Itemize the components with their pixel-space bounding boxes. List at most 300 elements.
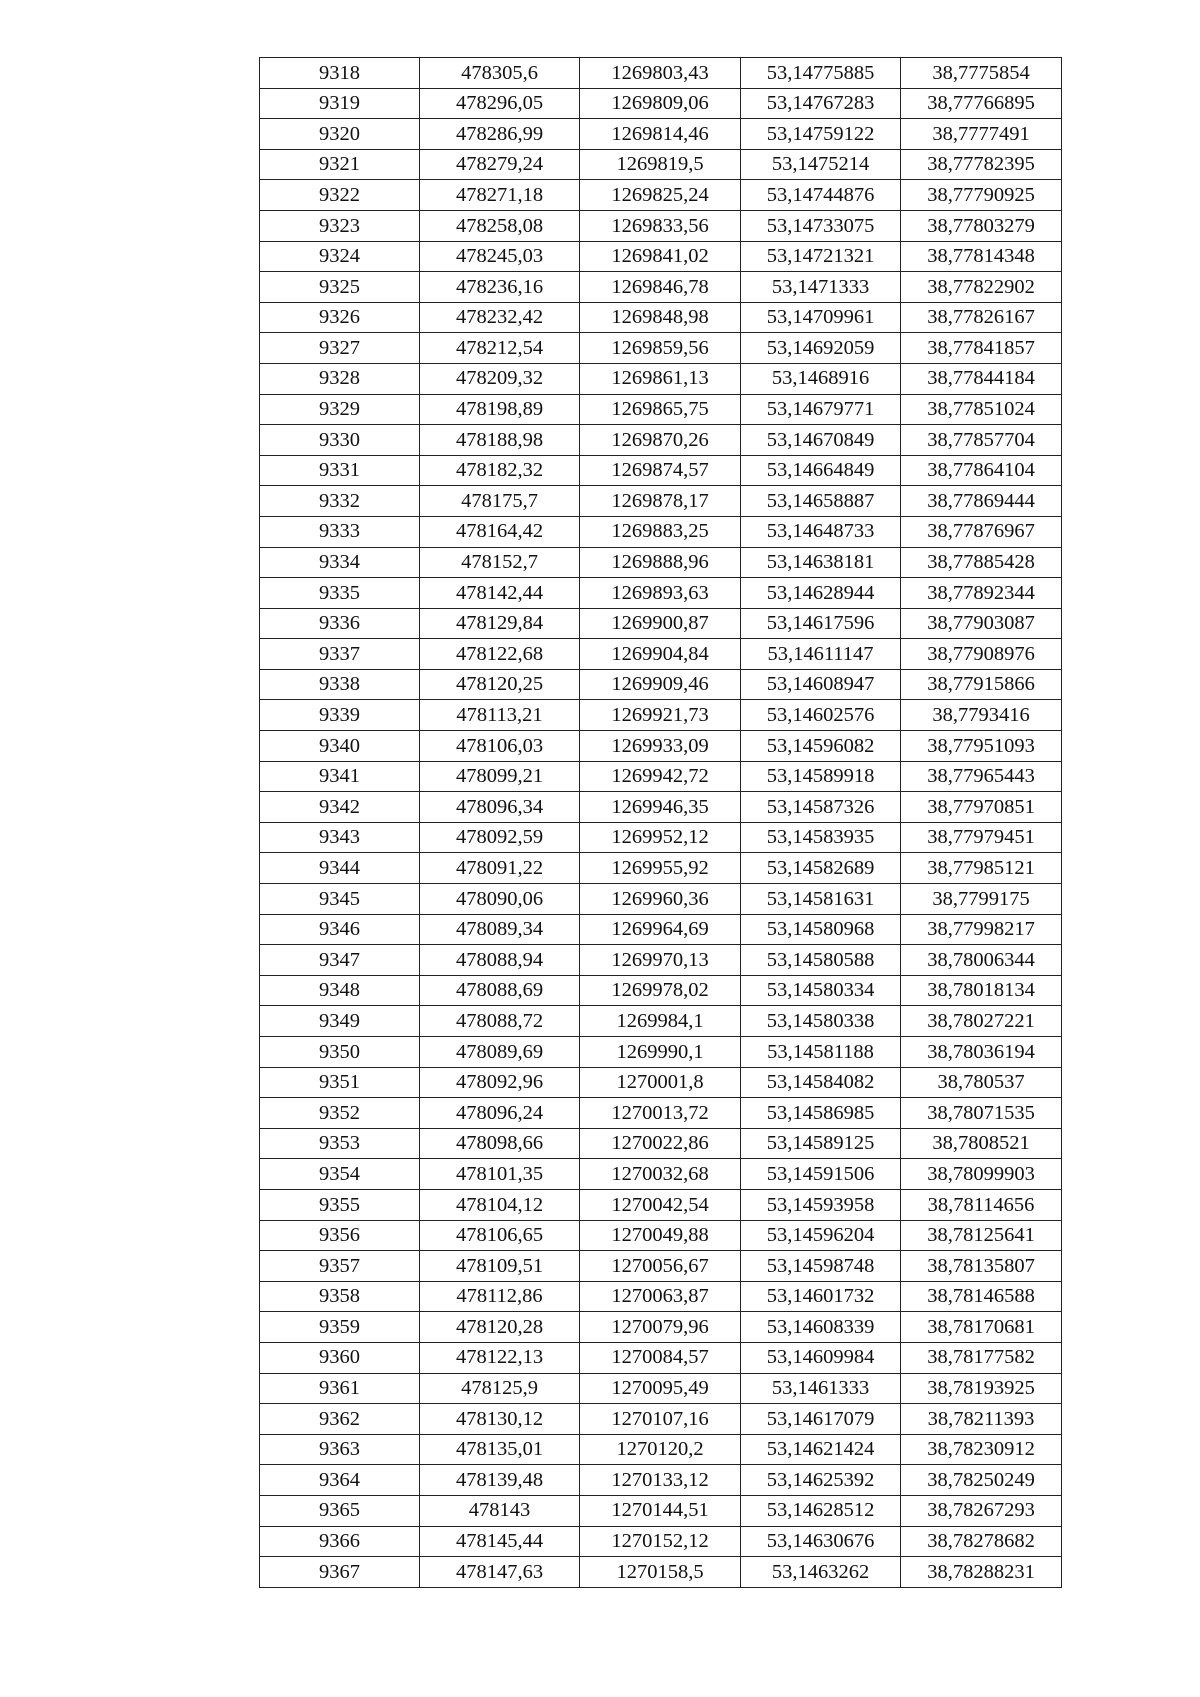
table-row — [260, 455, 1062, 486]
longitude-cell: 38,77851024 — [901, 394, 1062, 425]
table-row — [260, 731, 1062, 762]
y-coordinate-cell: 1270144,51 — [580, 1495, 741, 1526]
x-coordinate-cell: 478089,34 — [420, 914, 580, 945]
longitude-cell: 38,77998217 — [901, 914, 1062, 945]
latitude-cell: 53,14581188 — [741, 1037, 901, 1068]
x-coordinate-cell: 478120,25 — [420, 669, 580, 700]
x-coordinate-cell: 478129,84 — [420, 608, 580, 639]
longitude-cell: 38,78036194 — [901, 1037, 1062, 1068]
point-number-cell: 9339 — [260, 700, 420, 731]
y-coordinate-cell: 1269904,84 — [580, 639, 741, 670]
x-coordinate-cell: 478089,69 — [420, 1037, 580, 1068]
x-coordinate-cell: 478088,72 — [420, 1006, 580, 1037]
point-number-cell: 9325 — [260, 272, 420, 303]
x-coordinate-cell: 478112,86 — [420, 1281, 580, 1312]
x-coordinate-cell: 478125,9 — [420, 1373, 580, 1404]
longitude-cell: 38,77970851 — [901, 792, 1062, 823]
y-coordinate-cell: 1269825,24 — [580, 180, 741, 211]
table-row — [260, 914, 1062, 945]
latitude-cell: 53,14596082 — [741, 731, 901, 762]
latitude-cell: 53,14733075 — [741, 210, 901, 241]
table-row — [260, 58, 1062, 89]
point-number-cell: 9324 — [260, 241, 420, 272]
y-coordinate-cell: 1270095,49 — [580, 1373, 741, 1404]
latitude-cell: 53,14625392 — [741, 1465, 901, 1496]
point-number-cell: 9338 — [260, 669, 420, 700]
y-coordinate-cell: 1269865,75 — [580, 394, 741, 425]
x-coordinate-cell: 478188,98 — [420, 425, 580, 456]
table-row — [260, 516, 1062, 547]
table-row — [260, 88, 1062, 119]
table-row — [260, 1006, 1062, 1037]
longitude-cell: 38,78027221 — [901, 1006, 1062, 1037]
longitude-cell: 38,78211393 — [901, 1404, 1062, 1435]
longitude-cell: 38,78170681 — [901, 1312, 1062, 1343]
x-coordinate-cell: 478130,12 — [420, 1404, 580, 1435]
latitude-cell: 53,14602576 — [741, 700, 901, 731]
latitude-cell: 53,14580334 — [741, 975, 901, 1006]
point-number-cell: 9362 — [260, 1404, 420, 1435]
x-coordinate-cell: 478305,6 — [420, 58, 580, 89]
y-coordinate-cell: 1269952,12 — [580, 822, 741, 853]
y-coordinate-cell: 1269933,09 — [580, 731, 741, 762]
y-coordinate-cell: 1269859,56 — [580, 333, 741, 364]
longitude-cell: 38,78114656 — [901, 1189, 1062, 1220]
longitude-cell: 38,77790925 — [901, 180, 1062, 211]
table-row — [260, 1312, 1062, 1343]
latitude-cell: 53,14664849 — [741, 455, 901, 486]
point-number-cell: 9333 — [260, 516, 420, 547]
x-coordinate-cell: 478142,44 — [420, 578, 580, 609]
latitude-cell: 53,14759122 — [741, 119, 901, 150]
point-number-cell: 9365 — [260, 1495, 420, 1526]
latitude-cell: 53,14598748 — [741, 1251, 901, 1282]
table-row — [260, 669, 1062, 700]
x-coordinate-cell: 478143 — [420, 1495, 580, 1526]
point-number-cell: 9357 — [260, 1251, 420, 1282]
latitude-cell: 53,14775885 — [741, 58, 901, 89]
table-row — [260, 210, 1062, 241]
point-number-cell: 9367 — [260, 1557, 420, 1588]
y-coordinate-cell: 1269819,5 — [580, 149, 741, 180]
longitude-cell: 38,77844184 — [901, 363, 1062, 394]
point-number-cell: 9329 — [260, 394, 420, 425]
latitude-cell: 53,14583935 — [741, 822, 901, 853]
x-coordinate-cell: 478145,44 — [420, 1526, 580, 1557]
latitude-cell: 53,14609984 — [741, 1342, 901, 1373]
y-coordinate-cell: 1269878,17 — [580, 486, 741, 517]
table-row — [260, 608, 1062, 639]
latitude-cell: 53,14630676 — [741, 1526, 901, 1557]
point-number-cell: 9351 — [260, 1067, 420, 1098]
x-coordinate-cell: 478152,7 — [420, 547, 580, 578]
y-coordinate-cell: 1269803,43 — [580, 58, 741, 89]
x-coordinate-cell: 478286,99 — [420, 119, 580, 150]
x-coordinate-cell: 478122,68 — [420, 639, 580, 670]
table-row — [260, 1220, 1062, 1251]
longitude-cell: 38,77965443 — [901, 761, 1062, 792]
longitude-cell: 38,77826167 — [901, 302, 1062, 333]
table-row — [260, 761, 1062, 792]
y-coordinate-cell: 1270063,87 — [580, 1281, 741, 1312]
point-number-cell: 9331 — [260, 455, 420, 486]
table-row — [260, 425, 1062, 456]
y-coordinate-cell: 1269909,46 — [580, 669, 741, 700]
x-coordinate-cell: 478245,03 — [420, 241, 580, 272]
table-row — [260, 884, 1062, 915]
y-coordinate-cell: 1269990,1 — [580, 1037, 741, 1068]
longitude-cell: 38,77915866 — [901, 669, 1062, 700]
coordinates-table-body — [260, 58, 1062, 1588]
table-row — [260, 1037, 1062, 1068]
x-coordinate-cell: 478120,28 — [420, 1312, 580, 1343]
x-coordinate-cell: 478198,89 — [420, 394, 580, 425]
point-number-cell: 9327 — [260, 333, 420, 364]
y-coordinate-cell: 1270079,96 — [580, 1312, 741, 1343]
point-number-cell: 9321 — [260, 149, 420, 180]
table-row — [260, 302, 1062, 333]
point-number-cell: 9361 — [260, 1373, 420, 1404]
table-row — [260, 1159, 1062, 1190]
point-number-cell: 9346 — [260, 914, 420, 945]
y-coordinate-cell: 1270022,86 — [580, 1128, 741, 1159]
longitude-cell: 38,77869444 — [901, 486, 1062, 517]
y-coordinate-cell: 1269833,56 — [580, 210, 741, 241]
latitude-cell: 53,1475214 — [741, 149, 901, 180]
point-number-cell: 9366 — [260, 1526, 420, 1557]
table-row — [260, 1404, 1062, 1435]
y-coordinate-cell: 1269814,46 — [580, 119, 741, 150]
latitude-cell: 53,14593958 — [741, 1189, 901, 1220]
table-row — [260, 1526, 1062, 1557]
y-coordinate-cell: 1269978,02 — [580, 975, 741, 1006]
latitude-cell: 53,14621424 — [741, 1434, 901, 1465]
latitude-cell: 53,14670849 — [741, 425, 901, 456]
x-coordinate-cell: 478139,48 — [420, 1465, 580, 1496]
longitude-cell: 38,78177582 — [901, 1342, 1062, 1373]
point-number-cell: 9352 — [260, 1098, 420, 1129]
table-row — [260, 1434, 1062, 1465]
y-coordinate-cell: 1269900,87 — [580, 608, 741, 639]
point-number-cell: 9356 — [260, 1220, 420, 1251]
y-coordinate-cell: 1269870,26 — [580, 425, 741, 456]
longitude-cell: 38,77985121 — [901, 853, 1062, 884]
table-row — [260, 578, 1062, 609]
y-coordinate-cell: 1270049,88 — [580, 1220, 741, 1251]
latitude-cell: 53,14584082 — [741, 1067, 901, 1098]
table-row — [260, 1281, 1062, 1312]
table-row — [260, 853, 1062, 884]
longitude-cell: 38,780537 — [901, 1067, 1062, 1098]
y-coordinate-cell: 1269964,69 — [580, 914, 741, 945]
table-row — [260, 547, 1062, 578]
point-number-cell: 9323 — [260, 210, 420, 241]
y-coordinate-cell: 1270032,68 — [580, 1159, 741, 1190]
table-row — [260, 639, 1062, 670]
table-row — [260, 272, 1062, 303]
longitude-cell: 38,77841857 — [901, 333, 1062, 364]
x-coordinate-cell: 478088,94 — [420, 945, 580, 976]
latitude-cell: 53,14692059 — [741, 333, 901, 364]
y-coordinate-cell: 1269888,96 — [580, 547, 741, 578]
latitude-cell: 53,14744876 — [741, 180, 901, 211]
y-coordinate-cell: 1270158,5 — [580, 1557, 741, 1588]
y-coordinate-cell: 1269970,13 — [580, 945, 741, 976]
longitude-cell: 38,7799175 — [901, 884, 1062, 915]
point-number-cell: 9354 — [260, 1159, 420, 1190]
point-number-cell: 9359 — [260, 1312, 420, 1343]
longitude-cell: 38,78006344 — [901, 945, 1062, 976]
longitude-cell: 38,78071535 — [901, 1098, 1062, 1129]
y-coordinate-cell: 1269809,06 — [580, 88, 741, 119]
point-number-cell: 9320 — [260, 119, 420, 150]
point-number-cell: 9337 — [260, 639, 420, 670]
longitude-cell: 38,78193925 — [901, 1373, 1062, 1404]
longitude-cell: 38,77908976 — [901, 639, 1062, 670]
longitude-cell: 38,77814348 — [901, 241, 1062, 272]
x-coordinate-cell: 478101,35 — [420, 1159, 580, 1190]
table-row — [260, 119, 1062, 150]
latitude-cell: 53,14608947 — [741, 669, 901, 700]
table-row — [260, 1189, 1062, 1220]
point-number-cell: 9353 — [260, 1128, 420, 1159]
longitude-cell: 38,77951093 — [901, 731, 1062, 762]
latitude-cell: 53,14709961 — [741, 302, 901, 333]
latitude-cell: 53,14628512 — [741, 1495, 901, 1526]
y-coordinate-cell: 1269883,25 — [580, 516, 741, 547]
point-number-cell: 9344 — [260, 853, 420, 884]
latitude-cell: 53,14611147 — [741, 639, 901, 670]
point-number-cell: 9349 — [260, 1006, 420, 1037]
x-coordinate-cell: 478106,65 — [420, 1220, 580, 1251]
y-coordinate-cell: 1270013,72 — [580, 1098, 741, 1129]
table-row — [260, 1465, 1062, 1496]
latitude-cell: 53,14589125 — [741, 1128, 901, 1159]
point-number-cell: 9347 — [260, 945, 420, 976]
x-coordinate-cell: 478113,21 — [420, 700, 580, 731]
latitude-cell: 53,14767283 — [741, 88, 901, 119]
latitude-cell: 53,1468916 — [741, 363, 901, 394]
table-row — [260, 822, 1062, 853]
latitude-cell: 53,14638181 — [741, 547, 901, 578]
latitude-cell: 53,1471333 — [741, 272, 901, 303]
longitude-cell: 38,77782395 — [901, 149, 1062, 180]
x-coordinate-cell: 478258,08 — [420, 210, 580, 241]
x-coordinate-cell: 478122,13 — [420, 1342, 580, 1373]
point-number-cell: 9322 — [260, 180, 420, 211]
point-number-cell: 9318 — [260, 58, 420, 89]
x-coordinate-cell: 478091,22 — [420, 853, 580, 884]
y-coordinate-cell: 1269946,35 — [580, 792, 741, 823]
table-row — [260, 1373, 1062, 1404]
longitude-cell: 38,77885428 — [901, 547, 1062, 578]
latitude-cell: 53,14608339 — [741, 1312, 901, 1343]
x-coordinate-cell: 478090,06 — [420, 884, 580, 915]
point-number-cell: 9355 — [260, 1189, 420, 1220]
latitude-cell: 53,14658887 — [741, 486, 901, 517]
longitude-cell: 38,77876967 — [901, 516, 1062, 547]
y-coordinate-cell: 1270152,12 — [580, 1526, 741, 1557]
longitude-cell: 38,78288231 — [901, 1557, 1062, 1588]
table-row — [260, 700, 1062, 731]
point-number-cell: 9319 — [260, 88, 420, 119]
x-coordinate-cell: 478098,66 — [420, 1128, 580, 1159]
longitude-cell: 38,77857704 — [901, 425, 1062, 456]
table-row — [260, 1495, 1062, 1526]
x-coordinate-cell: 478147,63 — [420, 1557, 580, 1588]
latitude-cell: 53,14617596 — [741, 608, 901, 639]
x-coordinate-cell: 478236,16 — [420, 272, 580, 303]
point-number-cell: 9363 — [260, 1434, 420, 1465]
table-row — [260, 486, 1062, 517]
table-row — [260, 394, 1062, 425]
y-coordinate-cell: 1269861,13 — [580, 363, 741, 394]
point-number-cell: 9364 — [260, 1465, 420, 1496]
longitude-cell: 38,78230912 — [901, 1434, 1062, 1465]
longitude-cell: 38,77766895 — [901, 88, 1062, 119]
table-row — [260, 1128, 1062, 1159]
y-coordinate-cell: 1270056,67 — [580, 1251, 741, 1282]
latitude-cell: 53,14591506 — [741, 1159, 901, 1190]
y-coordinate-cell: 1270084,57 — [580, 1342, 741, 1373]
latitude-cell: 53,14582689 — [741, 853, 901, 884]
latitude-cell: 53,14596204 — [741, 1220, 901, 1251]
y-coordinate-cell: 1269846,78 — [580, 272, 741, 303]
latitude-cell: 53,14648733 — [741, 516, 901, 547]
y-coordinate-cell: 1269942,72 — [580, 761, 741, 792]
y-coordinate-cell: 1269848,98 — [580, 302, 741, 333]
longitude-cell: 38,77803279 — [901, 210, 1062, 241]
point-number-cell: 9326 — [260, 302, 420, 333]
point-number-cell: 9334 — [260, 547, 420, 578]
y-coordinate-cell: 1269960,36 — [580, 884, 741, 915]
latitude-cell: 53,1463262 — [741, 1557, 901, 1588]
latitude-cell: 53,14586985 — [741, 1098, 901, 1129]
table-row — [260, 792, 1062, 823]
x-coordinate-cell: 478088,69 — [420, 975, 580, 1006]
longitude-cell: 38,78018134 — [901, 975, 1062, 1006]
x-coordinate-cell: 478099,21 — [420, 761, 580, 792]
point-number-cell: 9330 — [260, 425, 420, 456]
table-row — [260, 363, 1062, 394]
y-coordinate-cell: 1270120,2 — [580, 1434, 741, 1465]
longitude-cell: 38,78099903 — [901, 1159, 1062, 1190]
point-number-cell: 9335 — [260, 578, 420, 609]
latitude-cell: 53,14617079 — [741, 1404, 901, 1435]
longitude-cell: 38,78278682 — [901, 1526, 1062, 1557]
y-coordinate-cell: 1269955,92 — [580, 853, 741, 884]
point-number-cell: 9341 — [260, 761, 420, 792]
point-number-cell: 9350 — [260, 1037, 420, 1068]
x-coordinate-cell: 478092,96 — [420, 1067, 580, 1098]
latitude-cell: 53,14628944 — [741, 578, 901, 609]
longitude-cell: 38,78125641 — [901, 1220, 1062, 1251]
longitude-cell: 38,7777491 — [901, 119, 1062, 150]
point-number-cell: 9343 — [260, 822, 420, 853]
table-row — [260, 333, 1062, 364]
y-coordinate-cell: 1270133,12 — [580, 1465, 741, 1496]
table-row — [260, 1342, 1062, 1373]
x-coordinate-cell: 478104,12 — [420, 1189, 580, 1220]
x-coordinate-cell: 478175,7 — [420, 486, 580, 517]
x-coordinate-cell: 478164,42 — [420, 516, 580, 547]
x-coordinate-cell: 478106,03 — [420, 731, 580, 762]
latitude-cell: 53,14580338 — [741, 1006, 901, 1037]
latitude-cell: 53,14587326 — [741, 792, 901, 823]
table-row — [260, 180, 1062, 211]
longitude-cell: 38,7808521 — [901, 1128, 1062, 1159]
x-coordinate-cell: 478209,32 — [420, 363, 580, 394]
table-row — [260, 1098, 1062, 1129]
longitude-cell: 38,78250249 — [901, 1465, 1062, 1496]
table-row — [260, 149, 1062, 180]
longitude-cell: 38,7793416 — [901, 700, 1062, 731]
y-coordinate-cell: 1269921,73 — [580, 700, 741, 731]
latitude-cell: 53,14721321 — [741, 241, 901, 272]
x-coordinate-cell: 478232,42 — [420, 302, 580, 333]
point-number-cell: 9328 — [260, 363, 420, 394]
x-coordinate-cell: 478182,32 — [420, 455, 580, 486]
latitude-cell: 53,14601732 — [741, 1281, 901, 1312]
x-coordinate-cell: 478296,05 — [420, 88, 580, 119]
point-number-cell: 9360 — [260, 1342, 420, 1373]
latitude-cell: 53,14679771 — [741, 394, 901, 425]
longitude-cell: 38,77903087 — [901, 608, 1062, 639]
point-number-cell: 9336 — [260, 608, 420, 639]
table-row — [260, 241, 1062, 272]
coordinates-table — [259, 57, 1062, 1588]
x-coordinate-cell: 478271,18 — [420, 180, 580, 211]
y-coordinate-cell: 1269984,1 — [580, 1006, 741, 1037]
x-coordinate-cell: 478109,51 — [420, 1251, 580, 1282]
y-coordinate-cell: 1269841,02 — [580, 241, 741, 272]
y-coordinate-cell: 1270001,8 — [580, 1067, 741, 1098]
table-row — [260, 1557, 1062, 1588]
longitude-cell: 38,77864104 — [901, 455, 1062, 486]
x-coordinate-cell: 478096,34 — [420, 792, 580, 823]
latitude-cell: 53,14581631 — [741, 884, 901, 915]
table-row — [260, 1251, 1062, 1282]
point-number-cell: 9340 — [260, 731, 420, 762]
y-coordinate-cell: 1270107,16 — [580, 1404, 741, 1435]
table-row — [260, 975, 1062, 1006]
x-coordinate-cell: 478092,59 — [420, 822, 580, 853]
x-coordinate-cell: 478212,54 — [420, 333, 580, 364]
table-row — [260, 1067, 1062, 1098]
latitude-cell: 53,14580968 — [741, 914, 901, 945]
latitude-cell: 53,1461333 — [741, 1373, 901, 1404]
point-number-cell: 9332 — [260, 486, 420, 517]
longitude-cell: 38,78267293 — [901, 1495, 1062, 1526]
table-row — [260, 945, 1062, 976]
latitude-cell: 53,14589918 — [741, 761, 901, 792]
x-coordinate-cell: 478279,24 — [420, 149, 580, 180]
longitude-cell: 38,77979451 — [901, 822, 1062, 853]
longitude-cell: 38,78135807 — [901, 1251, 1062, 1282]
point-number-cell: 9345 — [260, 884, 420, 915]
point-number-cell: 9358 — [260, 1281, 420, 1312]
longitude-cell: 38,77892344 — [901, 578, 1062, 609]
point-number-cell: 9342 — [260, 792, 420, 823]
y-coordinate-cell: 1270042,54 — [580, 1189, 741, 1220]
y-coordinate-cell: 1269874,57 — [580, 455, 741, 486]
y-coordinate-cell: 1269893,63 — [580, 578, 741, 609]
longitude-cell: 38,7775854 — [901, 58, 1062, 89]
x-coordinate-cell: 478096,24 — [420, 1098, 580, 1129]
x-coordinate-cell: 478135,01 — [420, 1434, 580, 1465]
point-number-cell: 9348 — [260, 975, 420, 1006]
latitude-cell: 53,14580588 — [741, 945, 901, 976]
